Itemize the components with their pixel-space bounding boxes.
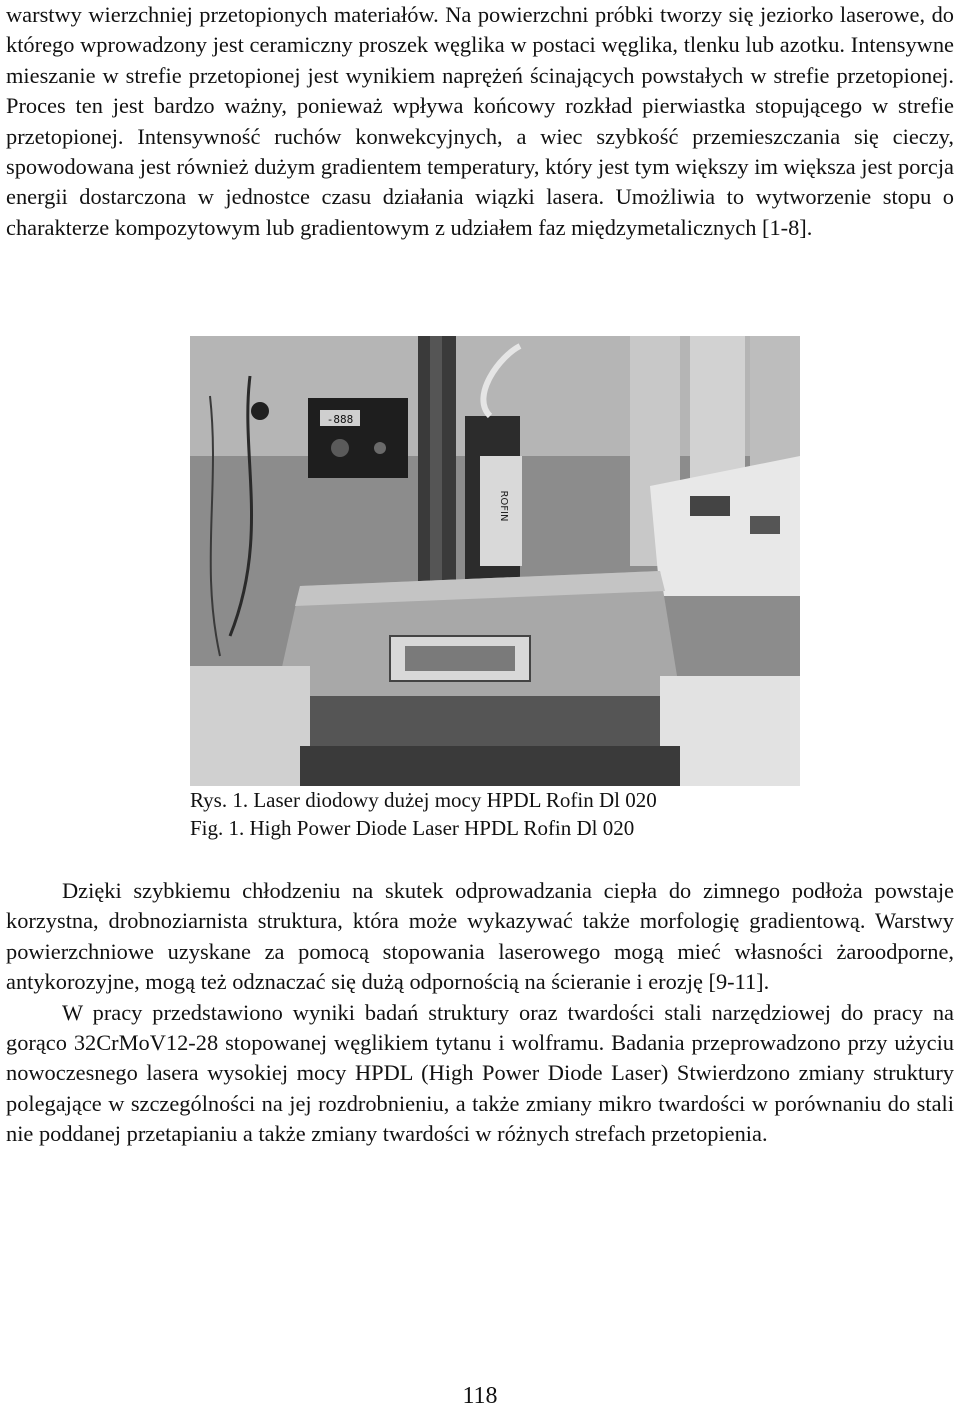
head-label-text: ROFIN [498, 490, 509, 522]
page-number: 118 [462, 1383, 498, 1409]
panel-display-text: -888 [326, 413, 354, 426]
figure-caption-english: Fig. 1. High Power Diode Laser HPDL Rofin Dl 020 [190, 816, 635, 840]
figure-caption-polish: Rys. 1. Laser diodowy dużej mocy HPDL Rofin Dl 020 [190, 788, 657, 812]
paragraph-top: warstwy wierzchniej przetopionych materiałów. Na powierzchni próbki tworzy się jeziorko laserowe, do którego wprowadzony jest ceramiczny proszek węglika w postaci węglika, tlenku lub azotku. Intensywne mieszanie w strefie przetopionej jest wynikiem naprężeń ścinających powstałych w strefie przetopionej. Proces ten jest bardzo ważny, ponieważ wpływa końcowy rozkład pierwiastka stopującego w strefie przetopionej. Intensywność ruchów konwekcyjnych, a wiec szybkość przemieszczania się cieczy, spowodowana jest również dużym gradientem temperatury, który jest tym większy im większa jest porcja energii dostarczona w jednostce czasu działania wiązki lasera. Umożliwia to wytworzenie stopu o charakterze kompozytowym lub gradientowym z udziałem faz międzymetalicznych [1-8]. [6, 2, 954, 240]
laser-photo-illustration [190, 336, 800, 786]
paragraph-research-summary: W pracy przedstawiono wyniki badań struktury oraz twardości stali narzędziowej do pracy na gorąco 32CrMoV12-28 stopowanej węglikiem tytanu i wolframu. Badania przeprowadzono przy użyciu nowoczesnego lasera wysokiej mocy HPDL (High Power Diode Laser) Stwierdzono zmiany struktury polegające w szczególności na jej rozdrobnieniu, a także zmiany mikro twardości w porównaniu do stali nie poddanej przetapianiu a także zmiany twardości w różnych strefach przetopienia. [6, 999, 954, 1147]
paragraph-cooling: Dzięki szybkiemu chłodzeniu na skutek odprowadzania ciepła do zimnego podłoża powstaje korzystna, drobnoziarnista struktura, która może wykazywać także morfologię gradientową. Warstwy powierzchniowe uzyskane za pomocą stopowania laserowego mogą mieć własności żaroodporne, antykorozyjne, mogą też odznaczać się dużą odpornością na ścieranie i erozję [9-11]. [6, 878, 954, 995]
figure-photo-hpdl-laser [190, 336, 800, 786]
